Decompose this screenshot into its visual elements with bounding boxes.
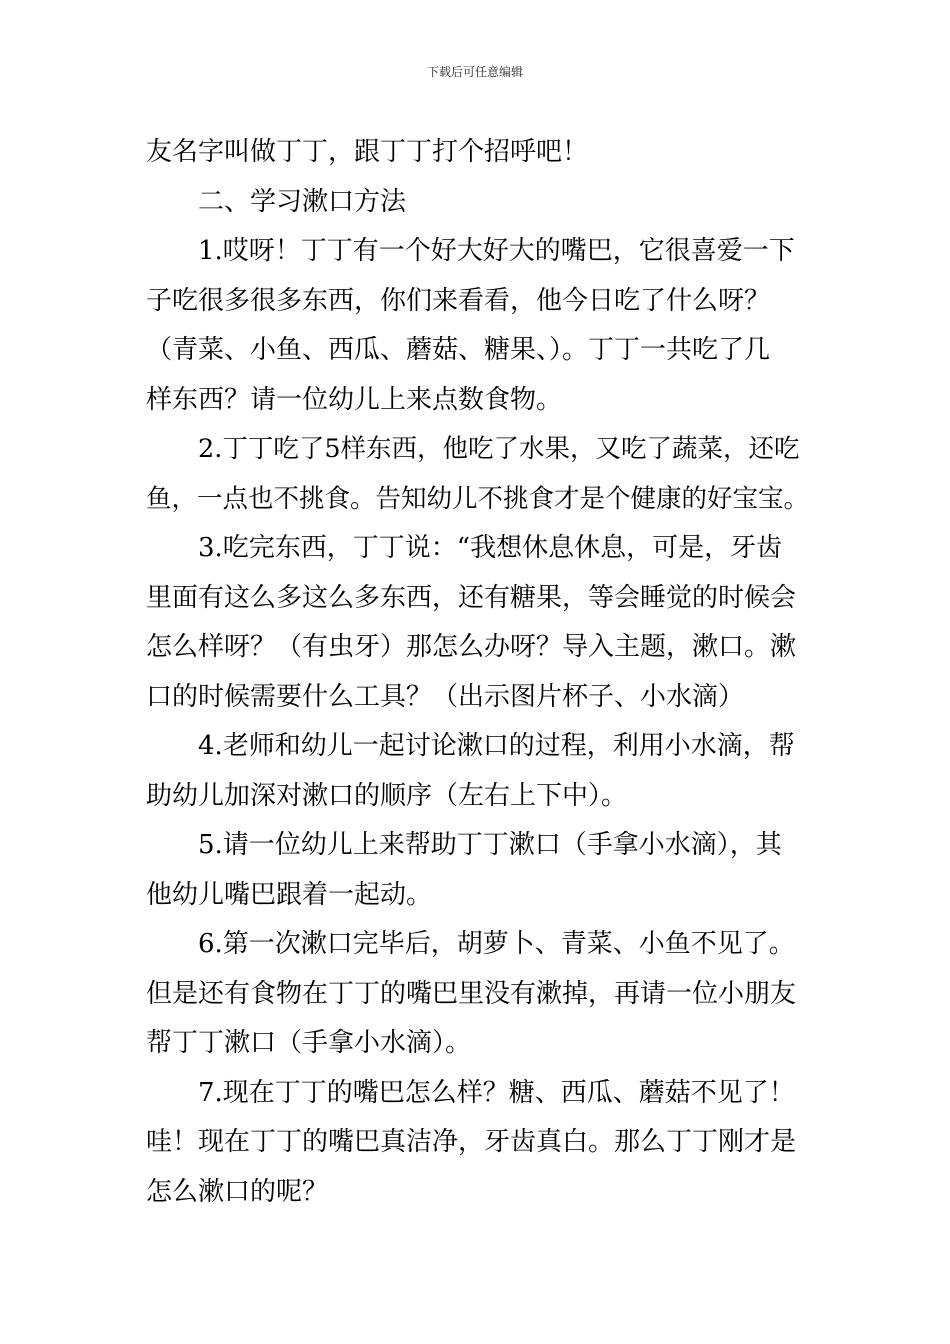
- text-line: 5.请一位幼儿上来帮助丁丁漱口（手拿小水滴），其: [198, 830, 782, 860]
- text-line: 2.丁丁吃了5样东西，他吃了水果，又吃了蔬菜，还吃: [198, 434, 800, 464]
- text-line: 口的时候需要什么工具？（出示图片杯子、小水滴）: [146, 681, 745, 712]
- text-line: 4.老师和幼儿一起讨论漱口的过程，利用小水滴，帮: [198, 731, 795, 761]
- text-line: 样东西？请一位幼儿上来点数食物。: [146, 384, 563, 415]
- text-line: 子吃很多很多东西，你们来看看，他今日吃了什么呀？: [146, 285, 771, 316]
- text-line: 鱼，一点也不挑食。告知幼儿不挑食才是个健康的好宝宝。: [146, 483, 810, 514]
- section-heading: 二、学习漱口方法: [198, 186, 407, 217]
- text-line: 1.哎呀！丁丁有一个好大好大的嘴巴，它很喜爱一下: [198, 236, 795, 266]
- text-line: 7.现在丁丁的嘴巴怎么样？糖、西瓜、蘑菇不见了！: [198, 1077, 795, 1108]
- text-line: 助幼儿加深对漱口的顺序（左右上下中）。: [146, 780, 628, 811]
- text-line: 6.第一次漱口完毕后，胡萝卜、青菜、小鱼不见了。: [198, 929, 795, 959]
- text-line: 帮丁丁漱口（手拿小水滴）。: [146, 1028, 472, 1058]
- text-line: 怎么漱口的呢？: [146, 1176, 329, 1207]
- text-line: 他幼儿嘴巴跟着一起动。: [146, 879, 433, 910]
- text-line: 友名字叫做丁丁，跟丁丁打个招呼吧！: [146, 137, 589, 167]
- text-line: 3.吃完东西，丁丁说：“我想休息休息，可是，牙齿: [198, 533, 783, 563]
- document-body: [146, 128, 810, 1217]
- page-header: 下载后可任意编辑: [426, 65, 523, 79]
- text-line: 里面有这么多这么多东西，还有糖果，等会睡觉的时候会: [146, 582, 797, 613]
- text-line: 怎么样呀？（有虫牙）那怎么办呀？导入主题，漱口。漱: [146, 632, 797, 662]
- text-line: 哇！现在丁丁的嘴巴真洁净，牙齿真白。那么丁丁刚才是: [146, 1127, 797, 1157]
- text-line: 但是还有食物在丁丁的嘴巴里没有漱掉，再请一位小朋友: [146, 978, 797, 1009]
- text-line: （青菜、小鱼、西瓜、蘑菇、糖果、）。丁丁一共吃了几: [146, 335, 771, 365]
